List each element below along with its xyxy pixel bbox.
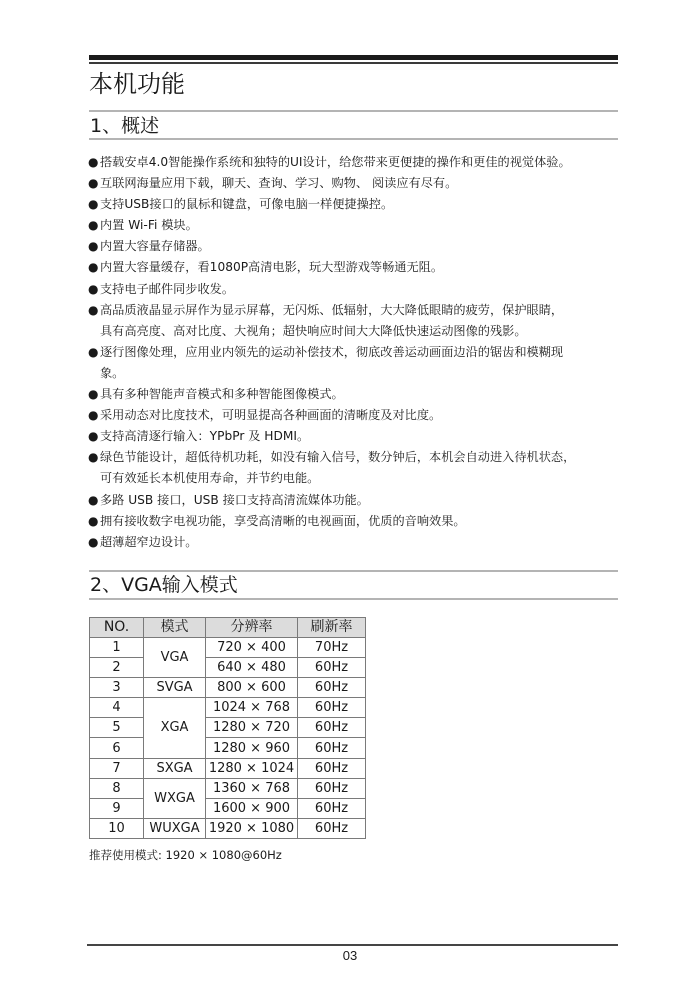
- cell-no: 10: [90, 818, 144, 838]
- bullet-icon: ●: [88, 492, 99, 507]
- feature-text: 具有多种智能声音模式和多种智能图像模式。: [100, 387, 344, 402]
- cell-refresh: 60Hz: [298, 658, 366, 678]
- cell-refresh: 60Hz: [298, 778, 366, 798]
- feature-item: [88, 426, 628, 447]
- cell-resolution: 1360 × 768: [206, 778, 298, 798]
- table-header-row: [90, 618, 366, 638]
- feature-text: 高品质液晶显示屏作为显示屏幕，无闪烁、低辐射，大大降低眼睛的疲劳，保护眼睛，: [100, 302, 564, 317]
- section2-title: 2、VGA输入模式: [90, 574, 238, 596]
- feature-text: 超薄超窄边设计。: [100, 534, 198, 549]
- table-row: [90, 738, 366, 758]
- cell-resolution: 640 × 480: [206, 658, 298, 678]
- section1-top-rule: [89, 110, 618, 112]
- feature-text: 采用动态对比度技术，可明显提高各种画面的清晰度及对比度。: [100, 408, 442, 423]
- bullet-icon: ●: [88, 239, 99, 254]
- cell-mode: WUXGA: [144, 818, 206, 838]
- cell-mode: SXGA: [144, 758, 206, 778]
- feature-text: 支持USB接口的鼠标和键盘，可像电脑一样便捷操控。: [100, 197, 394, 212]
- cell-resolution: 1600 × 900: [206, 798, 298, 818]
- bullet-icon: ●: [88, 260, 99, 275]
- feature-item: [88, 511, 628, 532]
- cell-no: 7: [90, 758, 144, 778]
- cell-refresh: 60Hz: [298, 678, 366, 698]
- table-row: [90, 818, 366, 838]
- bullet-icon: ●: [88, 408, 99, 423]
- bullet-icon: ●: [88, 450, 99, 465]
- cell-no: 8: [90, 778, 144, 798]
- feature-text: 支持电子邮件同步收发。: [100, 281, 235, 296]
- page-number: 03: [342, 948, 358, 963]
- table-row: [90, 778, 366, 798]
- vga-mode-table: [89, 617, 366, 839]
- cell-no: 9: [90, 798, 144, 818]
- cell-mode: VGA: [144, 638, 206, 678]
- feature-text: 拥有接收数字电视功能，享受高清晰的电视画面，优质的音响效果。: [100, 513, 466, 528]
- header-no: NO.: [90, 618, 144, 638]
- cell-mode: SVGA: [144, 678, 206, 698]
- header-refresh: 刷新率: [298, 618, 366, 638]
- table-row: [90, 678, 366, 698]
- cell-refresh: 60Hz: [298, 698, 366, 718]
- table-row: [90, 758, 366, 778]
- cell-no: 4: [90, 698, 144, 718]
- feature-item: [88, 173, 628, 194]
- section2-bottom-rule: [89, 598, 618, 600]
- bullet-icon: ●: [88, 513, 99, 528]
- table-row: [90, 698, 366, 718]
- bullet-icon: ●: [88, 534, 99, 549]
- cell-refresh: 60Hz: [298, 798, 366, 818]
- bullet-icon: ●: [88, 176, 99, 191]
- bullet-icon: ●: [88, 218, 99, 233]
- cell-resolution: 1920 × 1080: [206, 818, 298, 838]
- feature-text: 可有效延长本机使用寿命，并节约电能。: [100, 471, 320, 486]
- bullet-icon: ●: [88, 387, 99, 402]
- feature-item: [88, 152, 628, 173]
- bullet-icon: ●: [88, 197, 99, 212]
- feature-text: 内置 Wi-Fi 模块。: [100, 218, 198, 233]
- feature-item: [88, 490, 628, 511]
- cell-no: 2: [90, 658, 144, 678]
- header-thin-rule: [89, 62, 618, 64]
- page-title: 本机功能: [89, 70, 185, 98]
- bullet-icon: ●: [88, 155, 99, 169]
- bullet-icon: ●: [88, 429, 99, 444]
- cell-refresh: 60Hz: [298, 758, 366, 778]
- cell-resolution: 800 × 600: [206, 678, 298, 698]
- section1-bottom-rule: [89, 138, 618, 140]
- table-row: [90, 718, 366, 738]
- feature-text: 内置大容量存储器。: [100, 239, 210, 254]
- feature-text: 逐行图像处理，应用业内领先的运动补偿技术，彻底改善运动画面边沿的锯齿和模糊现: [100, 344, 564, 359]
- feature-item: [88, 215, 628, 236]
- feature-item: [88, 236, 628, 257]
- feature-text: 搭载安卓4.0智能操作系统和独特的UI设计，给您带来更便捷的操作和更佳的视觉体验。: [100, 155, 571, 169]
- cell-mode: XGA: [144, 698, 206, 758]
- footer-rule: [87, 944, 618, 946]
- cell-resolution: 720 × 400: [206, 638, 298, 658]
- cell-mode: WXGA: [144, 778, 206, 818]
- section1-title: 1、概述: [90, 115, 160, 137]
- cell-resolution: 1024 × 768: [206, 698, 298, 718]
- bullet-icon: ●: [88, 302, 99, 317]
- feature-item: [88, 279, 628, 300]
- recommended-mode: 推荐使用模式: 1920 × 1080@60Hz: [89, 848, 282, 862]
- feature-item: [88, 532, 628, 553]
- cell-no: 3: [90, 678, 144, 698]
- cell-refresh: 70Hz: [298, 638, 366, 658]
- feature-text: 多路 USB 接口，USB 接口支持高清流媒体功能。: [100, 492, 369, 507]
- feature-item: [88, 300, 628, 342]
- cell-no: 5: [90, 718, 144, 738]
- cell-no: 6: [90, 738, 144, 758]
- feature-item: [88, 342, 628, 384]
- table-row: [90, 638, 366, 658]
- feature-text: 内置大容量缓存，看1080P高清电影，玩大型游戏等畅通无阻。: [100, 260, 444, 275]
- cell-resolution: 1280 × 960: [206, 738, 298, 758]
- feature-list: [88, 152, 628, 553]
- header-thick-rule: [89, 55, 618, 60]
- header-mode: 模式: [144, 618, 206, 638]
- feature-text: 象。: [100, 365, 125, 380]
- cell-refresh: 60Hz: [298, 718, 366, 738]
- feature-text: 互联网海量应用下载，聊天、查询、学习、购物、 阅读应有尽有。: [100, 176, 458, 191]
- feature-text: 具有高亮度、高对比度、大视角；超快响应时间大大降低快速运动图像的残影。: [100, 323, 527, 338]
- feature-item: [88, 384, 628, 405]
- feature-text: 支持高清逐行输入：YPbPr 及 HDMI。: [100, 429, 310, 444]
- cell-resolution: 1280 × 1024: [206, 758, 298, 778]
- header-resolution: 分辨率: [206, 618, 298, 638]
- feature-item: [88, 257, 628, 278]
- cell-resolution: 1280 × 720: [206, 718, 298, 738]
- cell-no: 1: [90, 638, 144, 658]
- feature-text: 绿色节能设计，超低待机功耗，如没有输入信号，数分钟后，本机会自动进入待机状态，: [100, 450, 576, 465]
- cell-refresh: 60Hz: [298, 738, 366, 758]
- table-row: [90, 798, 366, 818]
- feature-item: [88, 447, 628, 489]
- cell-refresh: 60Hz: [298, 818, 366, 838]
- feature-item: [88, 194, 628, 215]
- table-row: [90, 658, 366, 678]
- feature-item: [88, 405, 628, 426]
- bullet-icon: ●: [88, 344, 99, 359]
- bullet-icon: ●: [88, 281, 99, 296]
